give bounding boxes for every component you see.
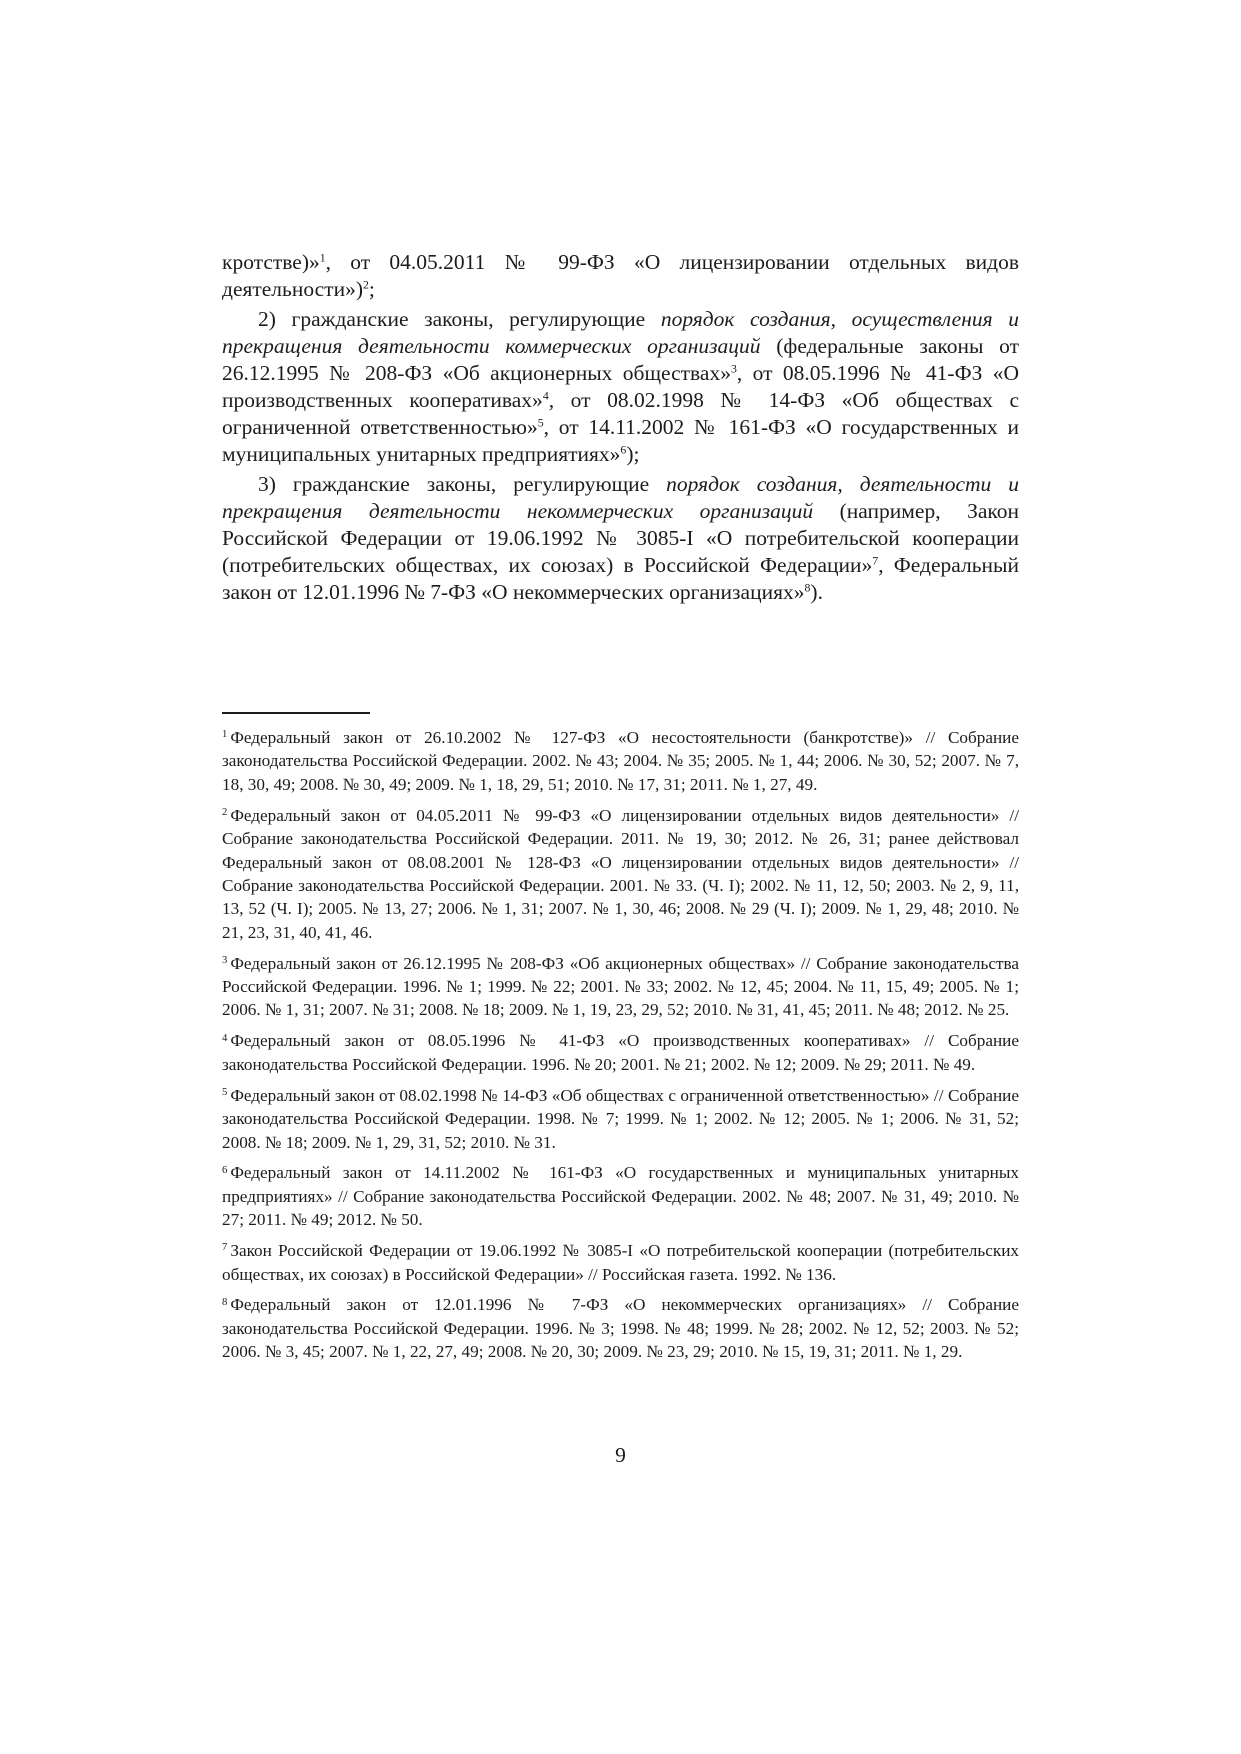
paragraph-1: кротстве)»$^1$, от 04.05.2011 № 99-ФЗ «О лицензировании отдельных видов деятельности»)$^2$; <box>222 250 1019 301</box>
footnote-6: $^6$ Федеральный закон от 14.11.2002 № 161-ФЗ «О государственных и муниципальных унитарных предприятиях» // Собрание законодательства Российской Федерации. 2002. № 48; 2007. № 31, 49; 2010. № 27; 2011. № 49; 2012. № 50. <box>222 1163 1019 1230</box>
footnote-ref-3: 3 <box>730 361 737 376</box>
footnote-ref-4: 4 <box>542 388 549 403</box>
footnote-5: $^5$ Федеральный закон от 08.02.1998 № 14-ФЗ «Об обществах с ограниченной ответственностью» // Собрание законодательства Российской Федерации. 1998. № 7; 1999. № 1; 2002. № 12; 2005. № 1; 2006. № 31, 52; 2008. № 18; 2009. № 1, 29, 31, 52; 2010. № 31. <box>222 1085 1019 1152</box>
footnote-4: $^4$ Федеральный закон от 08.05.1996 № 41-ФЗ «О производственных кооперативах» // Собрание законодательства Российской Федерации. 1996. № 20; 2001. № 21; 2002. № 12; 2009. № 29; 2011. № 49. <box>222 1031 1019 1074</box>
footnote-2: $^2$ Федеральный закон от 04.05.2011 № 99-ФЗ «О лицензировании отдельных видов деятельности» // Собрание законодательства Российской Федерации. 2011. № 19, 30; 2012. № 26, 31; ранее действовал Федеральный закон от 08.08.2001 № 128-ФЗ «О лицензировании отдельных видов деятельности» // Собрание законодательства Российской Федерации. 2001. № 33. (Ч. I); 2002. № 11, 12, 50; 2003. № 2, 9, 11, 13, 52 (Ч. I); 2005. № 13, 27; 2006. № 1, 31; 2007. № 1, 30, 46; 2008. № 29 (Ч. I); 2009. № 1, 29, 48; 2010. № 21, 23, 31, 40, 41, 46. <box>222 805 1019 942</box>
footnotes <box>222 726 1019 1371</box>
footnote-ref-5: 5 <box>537 415 544 430</box>
paragraph-3: 3) гражданские законы, регулирующие порядок создания, деятельности и прекращения деятельности некоммерческих организаций (например, Закон Российской Федерации от 19.06.1992 № 3085-I «О потребительской кооперации (потребительских обществах, их союзах) в Российской Федерации»$^7$, Федеральный закон от 12.01.1996 № 7-ФЗ «О некоммерческих организациях»$^8$). <box>222 472 1019 604</box>
footnote-ref-6: 6 <box>620 442 627 457</box>
footnote-7: $^7$ Закон Российской Федерации от 19.06.1992 № 3085-I «О потребительской кооперации (потребительских обществах, их союзах) в Российской Федерации» // Российская газета. 1992. № 136. <box>222 1241 1019 1284</box>
footnote-ref-7: 7 <box>872 553 879 568</box>
main-text <box>222 249 1019 606</box>
footnote-8: $^8$ Федеральный закон от 12.01.1996 № 7-ФЗ «О некоммерческих организациях» // Собрание законодательства Российской Федерации. 1996. № 3; 1998. № 48; 1999. № 28; 2002. № 12, 52; 2003. № 52; 2006. № 3, 45; 2007. № 1, 22, 27, 49; 2008. № 20, 30; 2009. № 23, 29; 2010. № 15, 19, 31; 2011. № 1, 29. <box>222 1295 1019 1362</box>
footnote-separator <box>222 712 370 714</box>
footnote-ref-1: 1 <box>319 250 326 265</box>
footnote-3: $^3$ Федеральный закон от 26.12.1995 № 208-ФЗ «Об акционерных обществах» // Собрание законодательства Российской Федерации. 1996. № 1; 1999. № 22; 2001. № 33; 2002. № 12, 45; 2004. № 11, 15, 49; 2005. № 1; 2006. № 1, 31; 2007. № 31; 2008. № 18; 2009. № 1, 19, 23, 29, 52; 2010. № 31, 41, 45; 2011. № 48; 2012. № 25. <box>222 953 1019 1020</box>
emphasis: порядок создания, деятельности и прекращения деятельности некоммерческих организаций <box>222 472 1019 523</box>
footnote-1: $^1$ Федеральный закон от 26.10.2002 № 127-ФЗ «О несостоятельности (банкротстве)» // Собрание законодательства Российской Федерации. 2002. № 43; 2004. № 35; 2005. № 1, 44; 2006. № 30, 52; 2007. № 7, 18, 30, 49; 2008. № 30, 49; 2009. № 1, 18, 29, 51; 2010. № 17, 31; 2011. № 1, 27, 49. <box>222 728 1019 794</box>
page-number: 9 <box>615 1443 626 1467</box>
footnote-ref-8: 8 <box>804 580 811 595</box>
emphasis: порядок создания, осуществления и прекращения деятельности коммерческих организаций <box>222 307 1019 358</box>
footnote-ref-2: 2 <box>363 277 369 292</box>
paragraph-2: 2) гражданские законы, регулирующие порядок создания, осуществления и прекращения деятельности коммерческих организаций (федеральные законы от 26.12.1995 № 208-ФЗ «Об акционерных обществах»$^3$, от 08.05.1996 № 41-ФЗ «О производственных кооперативах»$^4$, от 08.02.1998 № 14-ФЗ «Об обществах с ограниченной ответственностью»$^5$, от 14.11.2002 № 161-ФЗ «О государственных и муниципальных унитарных предприятиях»$^6$); <box>222 307 1019 466</box>
